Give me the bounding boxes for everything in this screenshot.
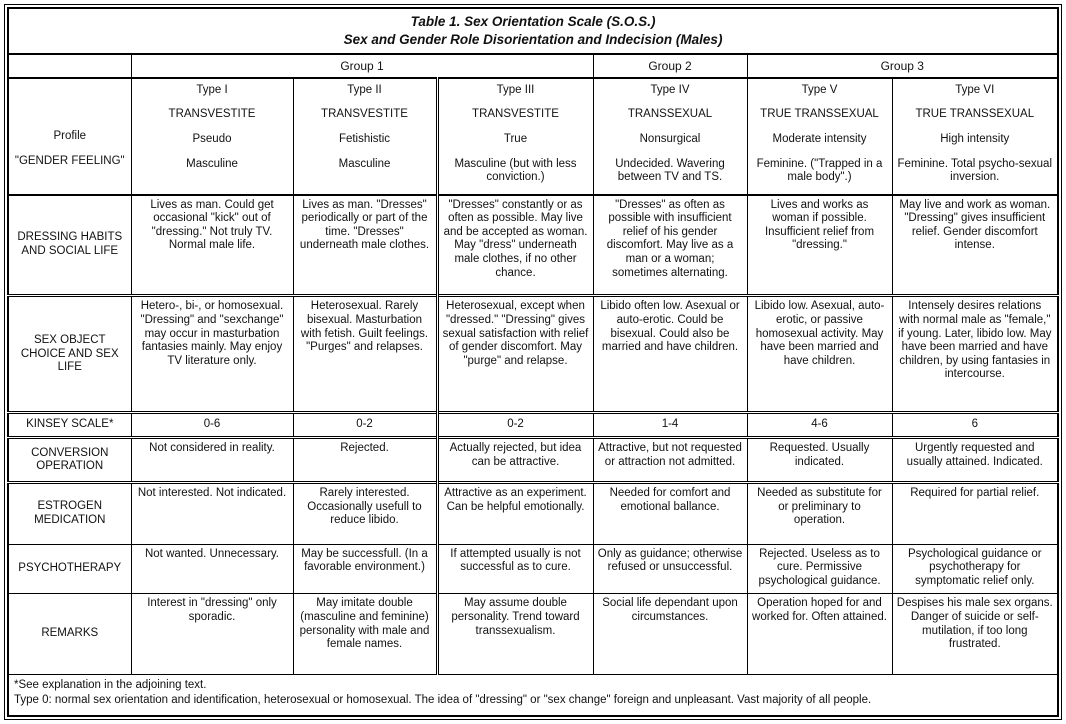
cell-dressing-type1: Lives as man. Could get occasional "kick" out of "dressing." Not truly TV. Normal male life. bbox=[131, 195, 293, 296]
estrogen-medication-row bbox=[8, 483, 1058, 545]
type4-heading: Type IV bbox=[650, 83, 690, 96]
type6-heading: Type VI bbox=[955, 83, 995, 96]
cell-psychotherapy-type4: Only as guidance; otherwise refused or unsuccessful. bbox=[593, 544, 747, 594]
type3-heading: Type III bbox=[496, 83, 535, 96]
cell-sexobject-type1: Hetero-, bi-, or homosexual. "Dressing" and "sexchange" may occur in masturbation fantasies mainly. May enjoy TV literature only. bbox=[131, 296, 293, 413]
gender-feeling-label: "GENDER FEELING" bbox=[14, 154, 125, 167]
profile-cell-type4 bbox=[593, 78, 747, 195]
type4-feeling: Undecided. Wavering between TV and TS. bbox=[615, 157, 725, 184]
sex-object-row-label: SEX OBJECT CHOICE AND SEX LIFE bbox=[8, 296, 131, 413]
type2-heading: Type II bbox=[347, 83, 382, 96]
type5-classification: TRUE TRANSSEXUAL bbox=[760, 108, 879, 121]
profile-label: Profile bbox=[53, 130, 87, 143]
type3-classification: TRANSVESTITE bbox=[472, 108, 559, 121]
type2-feeling: Masculine bbox=[338, 157, 391, 170]
cell-remarks-type6: Despises his male sex organs. Danger of suicide or self-mutilation, if too long frustrated. bbox=[892, 594, 1058, 674]
footnote-cell bbox=[8, 674, 1058, 716]
cell-kinsey-type6: 6 bbox=[892, 413, 1058, 438]
cell-conversion-type1: Not considered in reality. bbox=[131, 438, 293, 483]
cell-psychotherapy-type2: May be successfull. (In a favorable environment.) bbox=[293, 544, 437, 594]
type2-subtype: Fetishistic bbox=[338, 133, 391, 145]
profile-row-label-cell bbox=[8, 78, 131, 195]
type5-feeling: Feminine. ("Trapped in a male body".) bbox=[756, 157, 883, 184]
sex-object-row bbox=[8, 296, 1058, 413]
psychotherapy-row-label: PSYCHOTHERAPY bbox=[8, 544, 131, 594]
estrogen-row-label: ESTROGEN MEDICATION bbox=[8, 483, 131, 545]
cell-kinsey-type2: 0-2 bbox=[293, 413, 437, 438]
cell-conversion-type5: Requested. Usually indicated. bbox=[747, 438, 892, 483]
profile-cell-type3 bbox=[437, 78, 593, 195]
cell-psychotherapy-type5: Rejected. Useless as to cure. Permissive psychological guidance. bbox=[747, 544, 892, 594]
conversion-operation-row bbox=[8, 438, 1058, 483]
cell-sexobject-type3: Heterosexual, except when "dressed." "Dressing" gives sexual satisfaction with relief of gender discomfort. May "purge" and relapse. bbox=[437, 296, 593, 413]
type6-subtype: High intensity bbox=[940, 133, 1010, 145]
profile-label-stack bbox=[13, 104, 127, 168]
cell-kinsey-type1: 0-6 bbox=[131, 413, 293, 438]
cell-conversion-type3: Actually rejected, but idea can be attractive. bbox=[437, 438, 593, 483]
cell-estrogen-type3: Attractive as an experiment. Can be helpful emotionally. bbox=[437, 483, 593, 545]
group-header-row bbox=[8, 54, 1058, 78]
cell-kinsey-type5: 4-6 bbox=[747, 413, 892, 438]
remarks-row bbox=[8, 594, 1058, 674]
cell-sexobject-type6: Intensely desires relations with normal male as "female," if young. Later, libido low. May have been married and have children, by using fantasies in intercourse. bbox=[892, 296, 1058, 413]
cell-conversion-type2: Rejected. bbox=[293, 438, 437, 483]
cell-dressing-type4: "Dresses" as often as possible with insufficient relief of his gender discomfort. May live as a man or a woman; sometimes alternating. bbox=[593, 195, 747, 296]
cell-estrogen-type6: Required for partial relief. bbox=[892, 483, 1058, 545]
cell-remarks-type5: Operation hoped for and worked for. Often attained. bbox=[747, 594, 892, 674]
table-title-line1: Table 1. Sex Orientation Scale (S.O.S.) bbox=[410, 13, 656, 29]
cell-estrogen-type2: Rarely interested. Occasionally usefull to reduce libido. bbox=[293, 483, 437, 545]
kinsey-scale-row bbox=[8, 413, 1058, 438]
cell-dressing-type2: Lives as man. "Dresses" periodically or part of the time. "Dresses" underneath male clothes. bbox=[293, 195, 437, 296]
dressing-habits-row bbox=[8, 195, 1058, 296]
type1-heading: Type I bbox=[196, 83, 228, 96]
profile-row bbox=[8, 78, 1058, 195]
type4-subtype: Nonsurgical bbox=[639, 133, 701, 145]
cell-sexobject-type4: Libido often low. Asexual or auto-erotic. Could be bisexual. Could also be married and have children. bbox=[593, 296, 747, 413]
profile-cell-type5 bbox=[747, 78, 892, 195]
cell-sexobject-type5: Libido low. Asexual, auto-erotic, or passive homosexual activity. May have been married and have children. bbox=[747, 296, 892, 413]
cell-estrogen-type1: Not interested. Not indicated. bbox=[131, 483, 293, 545]
type2-classification: TRANSVESTITE bbox=[321, 108, 408, 121]
type5-heading: Type V bbox=[801, 83, 838, 96]
footnote-line1: *See explanation in the adjoining text. bbox=[14, 678, 207, 691]
type3-feeling: Masculine (but with less conviction.) bbox=[454, 157, 577, 184]
type6-classification: TRUE TRANSSEXUAL bbox=[915, 108, 1035, 121]
group-3-header: Group 3 bbox=[747, 54, 1058, 78]
cell-estrogen-type5: Needed as substitute for or preliminary to operation. bbox=[747, 483, 892, 545]
cell-sexobject-type2: Heterosexual. Rarely bisexual. Masturbation with fetish. Guilt feelings. "Purges" and relapses. bbox=[293, 296, 437, 413]
remarks-row-label: REMARKS bbox=[8, 594, 131, 674]
cell-remarks-type3: May assume double personality. Trend toward transsexualism. bbox=[437, 594, 593, 674]
cell-remarks-type1: Interest in "dressing" only sporadic. bbox=[131, 594, 293, 674]
type3-subtype: True bbox=[503, 133, 528, 145]
cell-psychotherapy-type3: If attempted usually is not successful as to cure. bbox=[437, 544, 593, 594]
psychotherapy-row bbox=[8, 544, 1058, 594]
cell-psychotherapy-type1: Not wanted. Unnecessary. bbox=[131, 544, 293, 594]
group-2-header: Group 2 bbox=[593, 54, 747, 78]
cell-dressing-type3: "Dresses" constantly or as often as possible. May live and be accepted as woman. May "dress" underneath male clothes, if no other chance. bbox=[437, 195, 593, 296]
profile-cell-type2 bbox=[293, 78, 437, 195]
type5-subtype: Moderate intensity bbox=[772, 133, 867, 145]
type1-classification: TRANSVESTITE bbox=[168, 108, 256, 121]
cell-kinsey-type3: 0-2 bbox=[437, 413, 593, 438]
cell-psychotherapy-type6: Psychological guidance or psychotherapy for symptomatic relief only. bbox=[892, 544, 1058, 594]
sex-orientation-scale-table bbox=[7, 7, 1059, 717]
cell-remarks-type2: May imitate double (masculine and feminine) personality with male and female names. bbox=[293, 594, 437, 674]
conversion-row-label: CONVERSION OPERATION bbox=[8, 438, 131, 483]
footnote-row bbox=[8, 674, 1058, 716]
group-1-header: Group 1 bbox=[131, 54, 593, 78]
profile-cell-type6 bbox=[892, 78, 1058, 195]
title-row bbox=[8, 8, 1058, 54]
cell-dressing-type6: May live and work as woman. "Dressing" gives insufficient relief. Gender discomfort intense. bbox=[892, 195, 1058, 296]
cell-dressing-type5: Lives and works as woman if possible. Insufficient relief from "dressing." bbox=[747, 195, 892, 296]
cell-estrogen-type4: Needed for comfort and emotional ballance. bbox=[593, 483, 747, 545]
footnote-line2: Type 0: normal sex orientation and identification, heterosexual or homosexual. The idea of "dressing" or "sex change" foreign and unpleasant. Vast majority of all people. bbox=[14, 693, 872, 706]
type6-feeling: Feminine. Total psycho-sexual inversion. bbox=[897, 157, 1053, 184]
table-title-line2: Sex and Gender Role Disorientation and Indecision (Males) bbox=[343, 31, 723, 47]
cell-conversion-type4: Attractive, but not requested or attraction not admitted. bbox=[593, 438, 747, 483]
table-outer-border bbox=[4, 4, 1062, 720]
type1-subtype: Pseudo bbox=[192, 133, 232, 145]
dressing-row-label: DRESSING HABITS AND SOCIAL LIFE bbox=[8, 195, 131, 296]
type1-feeling: Masculine bbox=[186, 157, 238, 170]
cell-remarks-type4: Social life dependant upon circumstances. bbox=[593, 594, 747, 674]
cell-conversion-type6: Urgently requested and usually attained. Indicated. bbox=[892, 438, 1058, 483]
kinsey-row-label: KINSEY SCALE* bbox=[8, 413, 131, 438]
cell-kinsey-type4: 1-4 bbox=[593, 413, 747, 438]
profile-cell-type1 bbox=[131, 78, 293, 195]
group-header-corner-cell bbox=[8, 54, 131, 78]
table-title bbox=[8, 8, 1058, 54]
type4-classification: TRANSSEXUAL bbox=[627, 108, 713, 121]
